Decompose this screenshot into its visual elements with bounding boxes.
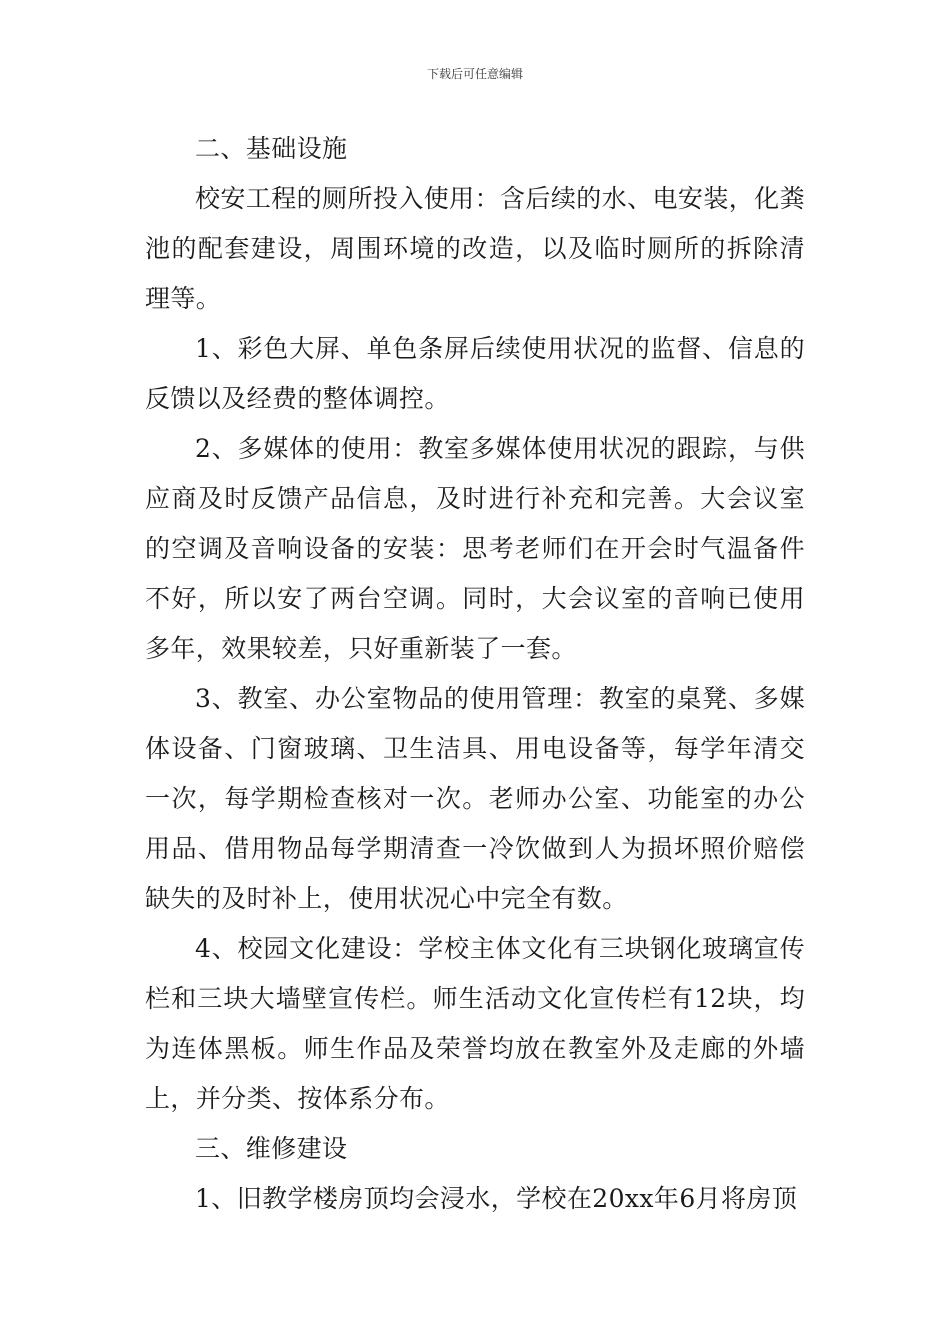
document-body: [145, 124, 805, 1224]
paragraph-toilet: 校安工程的厕所投入使用：含后续的水、电安装，化粪池的配套建设，周围环境的改造，以及临时厕所的拆除清理等。: [145, 184, 805, 313]
paragraph-property-management: 3、教室、办公室物品的使用管理：教室的桌凳、多媒体设备、门窗玻璃、卫生洁具、用电设备等，每学年清交一次，每学期检查核对一次。老师办公室、功能室的办公用品、借用物品每学期清查一冷饮做到人为损坏照价赔偿缺失的及时补上，使用状况心中完全有数。: [145, 684, 805, 913]
section-heading-maintenance: 三、维修建设: [195, 1134, 348, 1163]
paragraph-screens: 1、彩色大屏、单色条屏后续使用状况的监督、信息的反馈以及经费的整体调控。: [145, 334, 805, 413]
paragraph-campus-culture: 4、校园文化建设：学校主体文化有三块钢化玻璃宣传栏和三块大墙壁宣传栏。师生活动文化宣传栏有12块，均为连体黑板。师生作品及荣誉均放在教室外及走廊的外墙上，并分类、按体系分布。: [145, 934, 805, 1113]
paragraph-multimedia: 2、多媒体的使用：教室多媒体使用状况的跟踪，与供应商及时反馈产品信息，及时进行补充和完善。大会议室的空调及音响设备的安装：思考老师们在开会时气温备件不好，所以安了两台空调。同时，大会议室的音响已使用多年，效果较差，只好重新装了一套。: [145, 434, 805, 663]
paragraph-roof: 1、旧教学楼房顶均会浸水，学校在20xx年6月将房顶: [195, 1184, 798, 1213]
section-heading-infrastructure: 二、基础设施: [195, 134, 348, 163]
page-header: 下载后可任意编辑: [426, 67, 523, 81]
